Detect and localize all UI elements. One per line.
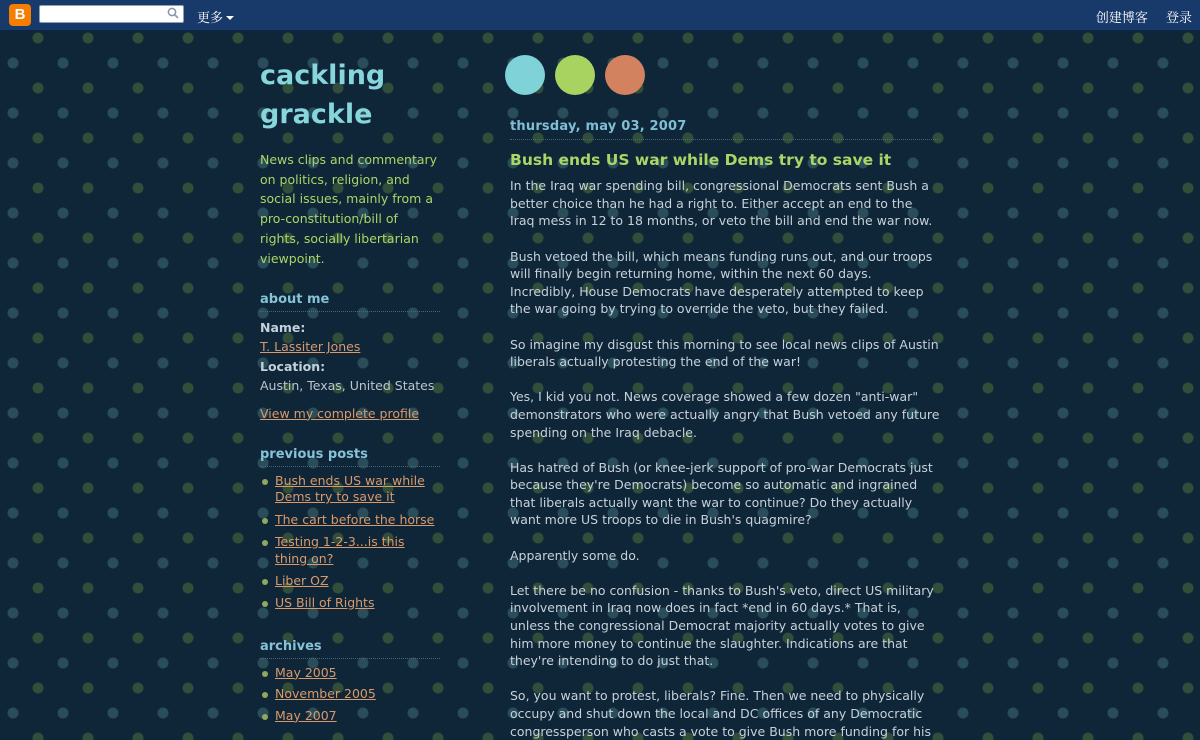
- name-label: Name:: [260, 319, 306, 335]
- post-paragraph: Yes, I kid you not. News coverage showed a few dozen "anti-war" demonstrators who were actually angry that Bush vetoed any future spending on the Iraq debacle.: [510, 389, 940, 440]
- list-item: [260, 512, 440, 529]
- previous-post-link[interactable]: Liber OZ: [275, 573, 329, 589]
- post-paragraph: So imagine my disgust this morning to see local news clips of Austin liberals actually protesting the end of the war!: [510, 336, 939, 370]
- previous-posts-list: [260, 473, 440, 612]
- post-paragraph: In the Iraq war spending bill, congressional Democrats sent Bush a better choice than he had a right to. Either accept an end to the Iraq mess in 12 to 18 months, or veto the bill and end the war now.: [510, 178, 933, 229]
- list-item: [260, 573, 440, 590]
- list-item: [260, 686, 440, 703]
- main-content: [510, 118, 940, 740]
- view-profile-link[interactable]: View my complete profile: [260, 405, 420, 421]
- decorative-circle-green: [555, 55, 595, 95]
- post-paragraph: Has hatred of Bush (or knee-jerk support of pro-war Democrats just because they're Democrats) become so automatic and ingrained that liberals actually want the war to continue? Do they actually want more US troops to die in Bush's quagmire?: [510, 459, 933, 528]
- previous-post-link[interactable]: Testing 1-2-3...is this thing on?: [275, 534, 405, 566]
- post-title[interactable]: Bush ends US war while Dems try to save it: [510, 150, 892, 169]
- previous-posts-heading: previous posts: [260, 445, 440, 467]
- archive-link[interactable]: November 2005: [275, 686, 376, 702]
- decorative-circle-teal: [505, 55, 545, 95]
- search-input[interactable]: [39, 5, 184, 23]
- post-paragraph: Bush vetoed the bill, which means funding runs out, and our troops will finally begin returning home, within the next 60 days. Incredibly, House Democrats have desperately attempted to keep the war going by trying to override the veto, but they failed.: [510, 248, 933, 317]
- sidebar: [260, 56, 440, 740]
- list-item: [260, 708, 440, 725]
- post-date: thursday, may 03, 2007: [510, 118, 940, 140]
- blog-title-line1: cackling: [260, 60, 386, 91]
- more-label: 更多: [197, 11, 224, 26]
- more-menu-button[interactable]: [197, 7, 234, 26]
- previous-post-link[interactable]: US Bill of Rights: [275, 594, 375, 610]
- location-label: Location:: [260, 358, 326, 374]
- blogger-logo-icon[interactable]: B: [9, 4, 31, 26]
- post-body: [510, 177, 940, 740]
- blog-title[interactable]: [260, 56, 440, 134]
- author-name-link[interactable]: T. Lassiter Jones: [260, 339, 361, 355]
- chevron-down-icon: [226, 16, 234, 20]
- archives-heading: archives: [260, 637, 440, 659]
- blog-description: News clips and commentary on politics, religion, and social issues, mainly from a pro-constitution/bill of rights, socially libertarian viewpoint.: [260, 152, 438, 266]
- location-value: Austin, Texas, United States: [260, 378, 435, 394]
- sign-in-link[interactable]: 登录: [1165, 11, 1192, 26]
- nav-right-links: [1082, 7, 1192, 26]
- list-item: [260, 665, 440, 682]
- previous-post-link[interactable]: Bush ends US war while Dems try to save it: [275, 472, 425, 505]
- list-item: [260, 534, 440, 567]
- list-item: [260, 595, 440, 612]
- navbar: [0, 0, 1200, 31]
- create-blog-link[interactable]: 创建博客: [1095, 11, 1148, 26]
- about-me-heading: about me: [260, 290, 440, 312]
- post-paragraph: So, you want to protest, liberals? Fine. Then we need to physically occupy and shut down the local and DC offices of any Democratic congressperson who casts a vote to give Bush more funding for his: [510, 688, 932, 739]
- blog-title-line2: grackle: [260, 99, 373, 130]
- post-paragraph: Apparently some do.: [510, 547, 640, 563]
- list-item: [260, 473, 440, 506]
- decorative-circle-orange: [605, 55, 645, 95]
- previous-post-link[interactable]: The cart before the horse: [275, 511, 435, 527]
- archive-link[interactable]: May 2007: [275, 707, 337, 723]
- post-paragraph: Let there be no confusion - thanks to Bush's veto, direct US military involvement in Iraq now does in fact *end in 60 days.* That is, unless the congressional Democrat majority actually votes to give him more money to continue the slaughter. Indications are that they're intending to do just that.: [510, 582, 934, 669]
- archive-link[interactable]: May 2005: [275, 664, 337, 680]
- search-icon[interactable]: [167, 7, 179, 19]
- archives-list: [260, 665, 440, 725]
